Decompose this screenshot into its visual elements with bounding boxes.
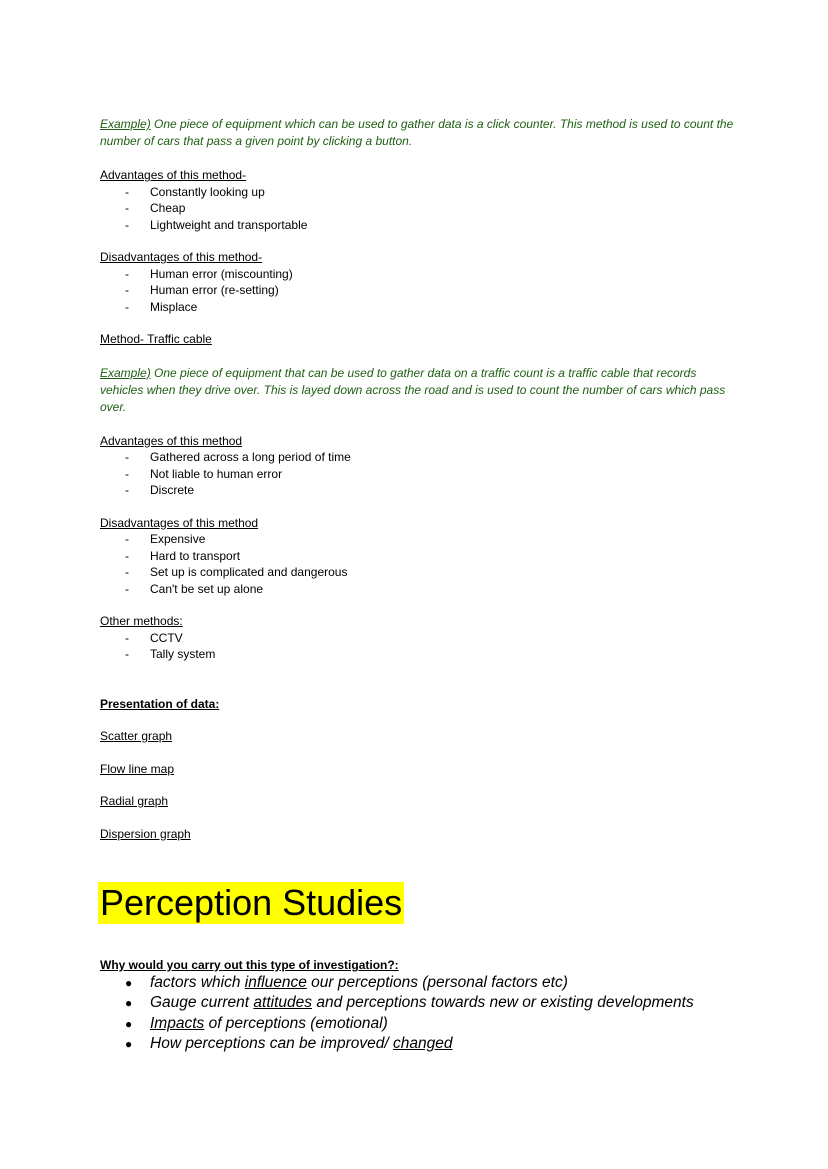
example-text: One piece of equipment that can be used to gather data on a traffic count is a traffic cable that records vehicles when they drive over. This is layed down across the road and is used to count the number of cars which pass over.	[100, 365, 726, 414]
dash-marker: -	[125, 565, 129, 579]
other-methods-list	[100, 630, 740, 663]
dash-marker: -	[125, 483, 129, 497]
list-item	[100, 973, 740, 993]
list-item-text: Tally system	[150, 647, 216, 661]
list-item	[100, 1034, 740, 1054]
list-item	[100, 200, 740, 217]
document-page	[100, 116, 740, 1054]
dash-marker: -	[125, 532, 129, 546]
dash-marker: -	[125, 299, 129, 314]
example-label: Example)	[100, 365, 151, 380]
list-item	[100, 466, 740, 483]
text-segment: of perceptions (emotional)	[204, 1014, 388, 1032]
dash-marker: -	[125, 184, 129, 199]
dash-marker: -	[125, 466, 129, 481]
list-item-text: Constantly looking up	[150, 184, 265, 199]
click-counter-advantages-list	[100, 184, 740, 234]
list-item	[100, 217, 740, 234]
traffic-cable-advantages-heading: Advantages of this method	[100, 433, 243, 448]
presentation-item-dispersion-graph: Dispersion graph	[100, 826, 191, 841]
list-item-text: Can't be set up alone	[150, 581, 264, 596]
dash-marker: -	[125, 450, 129, 464]
other-methods-heading: Other methods:	[100, 614, 183, 628]
text-segment: How perceptions can be improved/	[150, 1034, 393, 1052]
list-item-text: Human error (re-setting)	[150, 283, 279, 297]
list-item	[100, 266, 740, 283]
list-item-text: CCTV	[150, 630, 183, 645]
list-item	[100, 449, 740, 466]
list-item-text: Not liable to human error	[150, 466, 283, 481]
underlined-text: attitudes	[253, 994, 313, 1012]
perception-question: Why would you carry out this type of investigation?:	[100, 958, 399, 972]
list-item	[100, 184, 740, 201]
perception-title-wrap	[100, 882, 740, 926]
traffic-cable-advantages-list	[100, 449, 740, 499]
list-item	[100, 1014, 740, 1034]
dash-marker: -	[125, 283, 129, 297]
text-segment: and perceptions towards new or existing developments	[312, 994, 694, 1012]
bullet-marker: ●	[125, 1036, 133, 1051]
click-counter-example	[100, 116, 740, 150]
underlined-text: changed	[392, 1034, 453, 1052]
list-item	[100, 482, 740, 499]
traffic-cable-disadvantages-heading: Disadvantages of this method	[100, 515, 259, 530]
example-label: Example)	[100, 117, 151, 131]
list-item-text: Expensive	[150, 532, 206, 546]
presentation-item-flow-line-map: Flow line map	[100, 761, 175, 776]
text-segment: factors which	[150, 974, 245, 991]
list-item-text: Human error (miscounting)	[150, 266, 293, 281]
underlined-text: influence	[244, 974, 307, 991]
dash-marker: -	[125, 266, 129, 281]
list-item-text: Misplace	[150, 299, 198, 314]
presentation-item-scatter-graph: Scatter graph	[100, 729, 173, 743]
bullet-marker: ●	[125, 1016, 133, 1031]
list-item	[100, 581, 740, 598]
dash-marker: -	[125, 647, 129, 661]
dash-marker: -	[125, 201, 129, 215]
list-item	[100, 564, 740, 581]
list-item	[100, 282, 740, 299]
perception-title: Perception Studies	[100, 882, 403, 923]
traffic-cable-disadvantages-list	[100, 531, 740, 597]
perception-reasons-list	[100, 973, 740, 1054]
list-item-text: Lightweight and transportable	[150, 217, 308, 232]
bullet-marker: ●	[125, 996, 133, 1011]
list-item-text: Discrete	[150, 483, 195, 497]
click-counter-disadvantages-heading: Disadvantages of this method-	[100, 250, 263, 264]
list-item	[100, 548, 740, 565]
dash-marker: -	[125, 548, 129, 563]
text-segment: our perceptions (personal factors etc)	[306, 974, 568, 991]
dash-marker: -	[125, 581, 129, 596]
list-item	[100, 646, 740, 663]
list-item-text: Cheap	[150, 201, 186, 215]
traffic-cable-heading: Method- Traffic cable	[100, 332, 212, 346]
text-segment: Gauge current	[150, 994, 254, 1012]
list-item-text: Set up is complicated and dangerous	[150, 565, 348, 579]
list-item	[100, 993, 740, 1013]
dash-marker: -	[125, 217, 129, 232]
click-counter-advantages-heading: Advantages of this method-	[100, 168, 247, 182]
bullet-marker: ●	[125, 976, 133, 990]
presentation-item-radial-graph: Radial graph	[100, 794, 169, 808]
list-item	[100, 630, 740, 647]
list-item-text: Hard to transport	[150, 548, 241, 563]
list-item	[100, 299, 740, 316]
list-item	[100, 531, 740, 548]
example-text: One piece of equipment which can be used to gather data is a click counter. This method is used to count the number of cars that pass a given point by clicking a button.	[100, 117, 734, 148]
underlined-text: Impacts	[150, 1014, 205, 1032]
list-item-text: Gathered across a long period of time	[150, 450, 351, 464]
presentation-heading: Presentation of data:	[100, 696, 220, 711]
dash-marker: -	[125, 630, 129, 645]
traffic-cable-example	[100, 365, 740, 416]
click-counter-disadvantages-list	[100, 266, 740, 316]
